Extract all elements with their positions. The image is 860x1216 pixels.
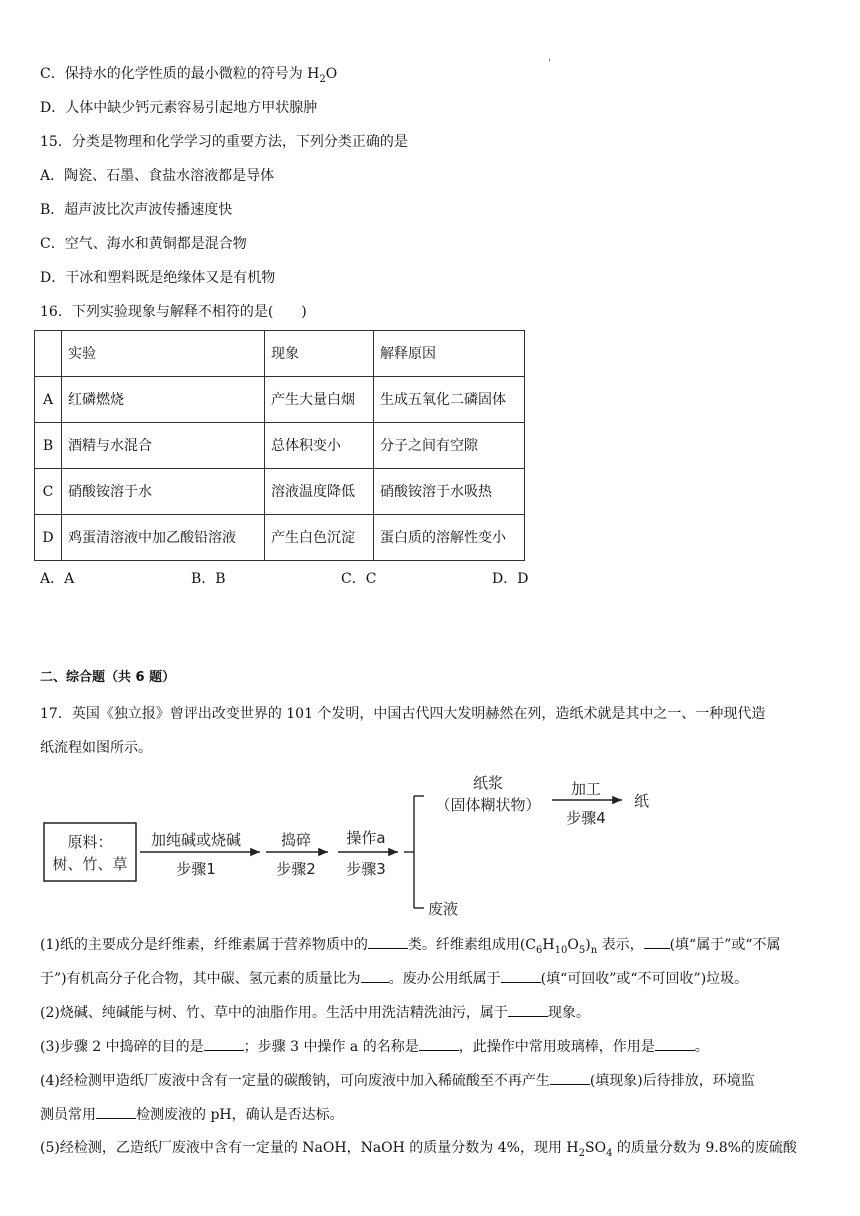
table-row [35, 377, 525, 423]
step4-label: 步骤4 [566, 809, 606, 827]
table-cell: 硝酸铵溶于水吸热 [374, 469, 525, 515]
table-row [35, 423, 525, 469]
q17-part1-line1: (1)纸的主要成分是纤维素，纤维素属于营养物质中的 类。纤维素组成用$(C_6H_{10}O_5)_n$ 表示， (填“属于”或“不属 [40, 934, 781, 961]
step2-label: 步骤2 [276, 860, 316, 878]
raw-material-items: 树、竹、草 [52, 855, 128, 873]
table-cell: 产生白色沉淀 [265, 515, 374, 561]
step3-label: 步骤3 [346, 860, 386, 878]
q17-part1-line2: 于”)有机高分子化合物，其中碳、氢元素的质量比为 。废办公用纸属于 (填“可回收”或“不可回收”)垃圾。 [40, 968, 748, 989]
q17-part4-line2: 测员常用 检测废液的 pH，确认是否达标。 [40, 1104, 344, 1125]
table-cell: C [35, 469, 62, 515]
table-cell: B [35, 423, 62, 469]
paper-label: 纸 [634, 792, 650, 810]
step4-action: 加工 [570, 780, 602, 798]
table-cell [35, 331, 62, 377]
pulp-desc: （固体糊状物） [435, 796, 541, 814]
table-cell: D [35, 515, 62, 561]
q17-part5: (5)经检测，乙造纸厂废液中含有一定量的 NaOH，NaOH 的质量分数为 4%，现用 $H_2SO_4$ 的质量分数为 9.8%的废硫酸 [40, 1140, 797, 1159]
table-cell: 酒精与水混合 [62, 423, 265, 469]
q14-option-c: C．保持水的化学性质的最小微粒的符号为 $H_2O$ [40, 66, 338, 85]
q14-option-d: D．人体中缺少钙元素容易引起地方甲状腺肿 [40, 100, 318, 116]
table-cell: 总体积变小 [265, 423, 374, 469]
table-cell: 红磷燃烧 [62, 377, 265, 423]
stray-mark: ' [548, 58, 551, 69]
table-cell: 现象 [265, 331, 374, 377]
table-cell: 分子之间有空隙 [374, 423, 525, 469]
q17-part2: (2)烧碱、纯碱能与树、竹、草中的油脂作用。生活中用洗洁精洗油污，属于 现象。 [40, 1002, 590, 1023]
q15-option-d: D．干冰和塑料既是绝缘体又是有机物 [40, 270, 276, 286]
table-cell: 溶液温度降低 [265, 469, 374, 515]
table-cell: 生成五氧化二磷固体 [374, 377, 525, 423]
q15-option-a: A．陶瓷、石墨、食盐水溶液都是导体 [40, 168, 275, 184]
table-cell: 鸡蛋清溶液中加乙酸铅溶液 [62, 515, 265, 561]
paper-process-diagram [38, 768, 678, 926]
table-header-row [35, 331, 525, 377]
section-title: 二、综合题（共 6 题） [40, 670, 176, 685]
q16-table [34, 330, 525, 561]
step3-action: 操作a [346, 829, 386, 847]
q16-answer-c: C．C [341, 571, 377, 587]
pulp-label: 纸浆 [472, 774, 504, 792]
table-cell: 产生大量白烟 [265, 377, 374, 423]
q17-part3: (3)步骤 2 中捣碎的目的是 ；步骤 3 中操作 a 的名称是 ，此操作中常用玻璃棒，作用是 。 [40, 1036, 709, 1057]
table-cell: 解释原因 [374, 331, 525, 377]
table-cell: A [35, 377, 62, 423]
step2-action: 捣碎 [280, 831, 312, 849]
table-cell: 蛋白质的溶解性变小 [374, 515, 525, 561]
step1-label: 步骤1 [176, 860, 216, 878]
table-row [35, 469, 525, 515]
q16-answer-b: B．B [191, 571, 226, 587]
q17-stem-line2: 纸流程如图所示。 [40, 740, 152, 756]
q15-option-b: B．超声波比次声波传播速度快 [40, 202, 233, 218]
waste-label: 废液 [428, 900, 459, 918]
raw-material-label: 原料： [67, 833, 113, 851]
q17-stem-line1: 17．英国《独立报》曾评出改变世界的 101 个发明，中国古代四大发明赫然在列，造纸术就是其中之一、一种现代造 [40, 706, 766, 722]
step1-reagent: 加纯碱或烧碱 [150, 831, 242, 849]
q15-option-c: C．空气、海水和黄铜都是混合物 [40, 236, 247, 252]
table-cell: 硝酸铵溶于水 [62, 469, 265, 515]
q15-stem: 15．分类是物理和化学学习的重要方法，下列分类正确的是 [40, 134, 408, 150]
q16-answer-a: A．A [40, 571, 75, 587]
q16-answer-d: D．D [492, 571, 529, 587]
q17-part4-line1: (4)经检测甲造纸厂废液中含有一定量的碳酸钠，可向废液中加入稀硫酸至不再产生 (填现象)后待排放，环境监 [40, 1070, 755, 1091]
q16-stem: 16．下列实验现象与解释不相符的是( ) [40, 304, 307, 320]
table-row [35, 515, 525, 561]
table-cell: 实验 [62, 331, 265, 377]
